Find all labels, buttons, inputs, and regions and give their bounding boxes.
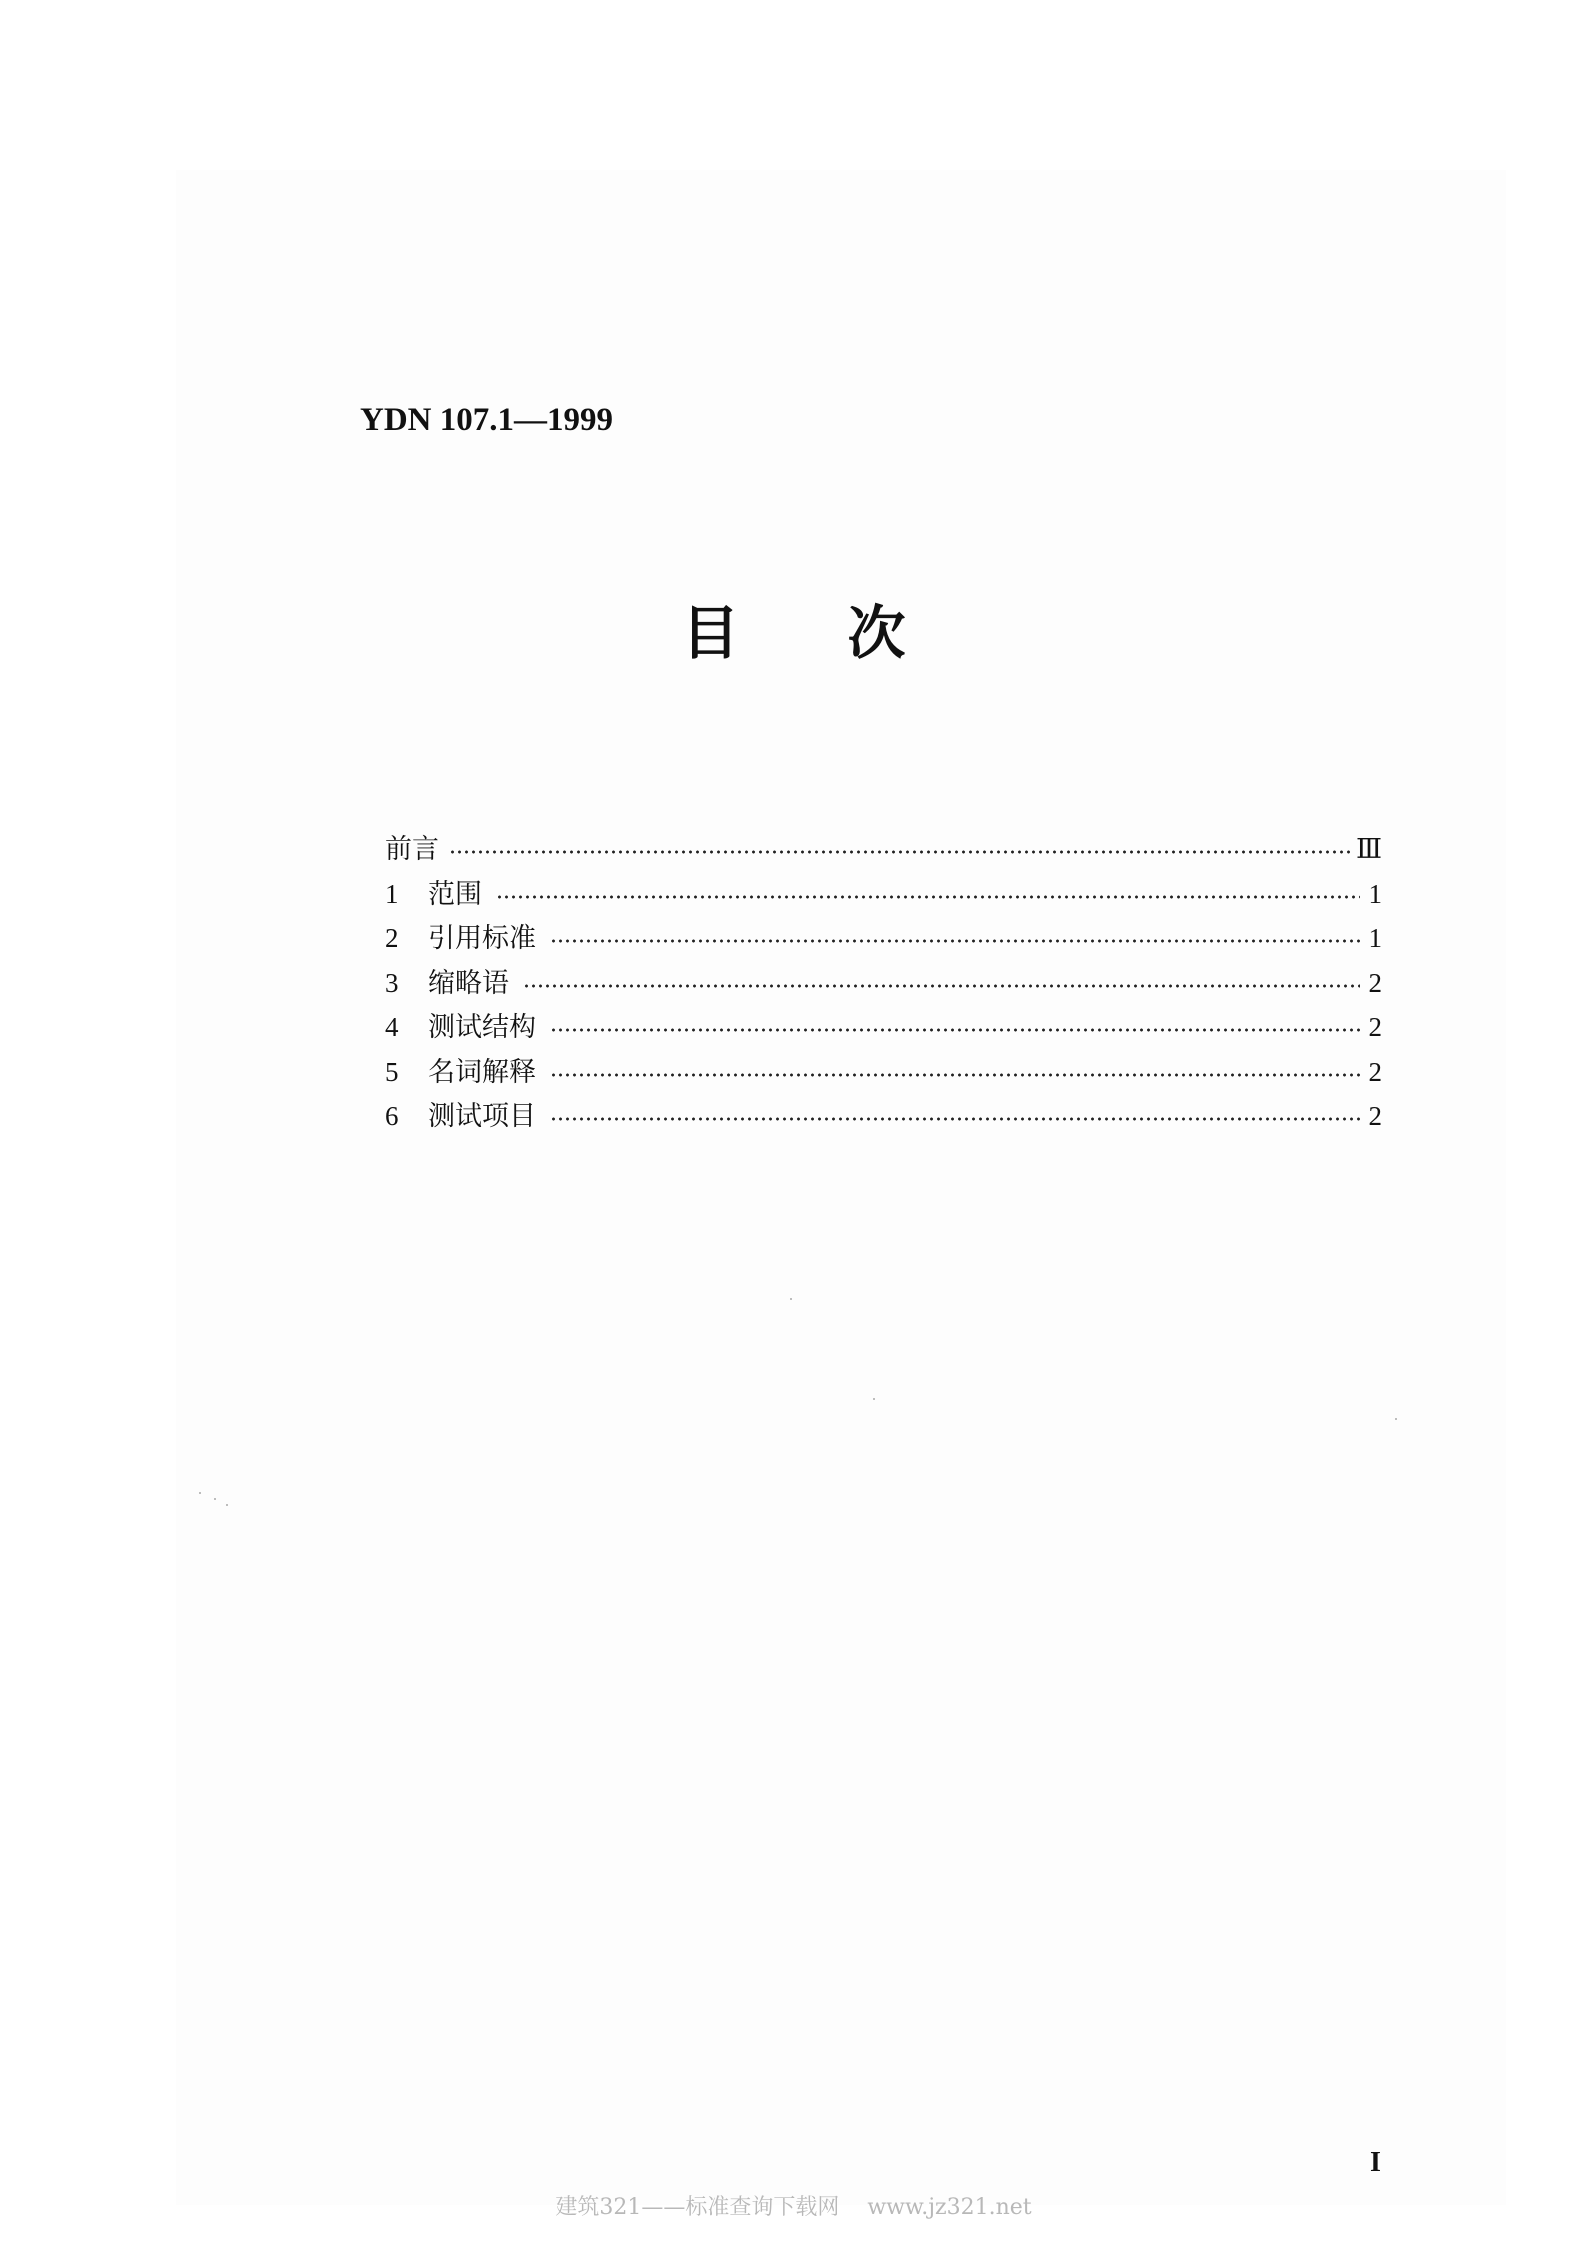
toc-entry-number: 1 bbox=[385, 878, 399, 909]
scan-speck bbox=[214, 1498, 216, 1500]
toc-entry-page: 2 bbox=[1368, 1056, 1382, 1087]
toc-entry-scope[interactable] bbox=[385, 872, 1382, 917]
page-number: I bbox=[1370, 2147, 1381, 2178]
toc-entry-number: 6 bbox=[385, 1101, 399, 1131]
toc-entry-test-structure[interactable] bbox=[385, 1005, 1382, 1050]
toc-entry-preface[interactable] bbox=[385, 827, 1382, 872]
toc-leader-dots bbox=[523, 984, 1360, 988]
toc-leader-dots bbox=[496, 895, 1360, 899]
toc-entry-label: 名词解释 bbox=[428, 1056, 536, 1088]
toc-entry-normative-references[interactable] bbox=[385, 916, 1382, 961]
document-code: YDN 107.1—1999 bbox=[360, 402, 613, 438]
scan-speck bbox=[790, 1298, 792, 1300]
page-sheet bbox=[176, 170, 1506, 2205]
toc-entry-label: 前言 bbox=[385, 834, 439, 865]
toc-entry-page: 2 bbox=[1368, 1012, 1382, 1042]
toc-leader-dots bbox=[550, 1073, 1360, 1077]
toc-entry-label: 缩略语 bbox=[428, 967, 509, 999]
toc-entry-label: 测试结构 bbox=[428, 1012, 536, 1043]
scan-speck bbox=[873, 1398, 875, 1400]
toc-entry-number: 3 bbox=[385, 967, 399, 998]
toc-entry-page: 2 bbox=[1368, 967, 1382, 998]
toc-entry-number: 4 bbox=[385, 1012, 399, 1042]
scan-speck bbox=[226, 1504, 228, 1506]
toc-title-char-1: 目 bbox=[681, 599, 740, 667]
toc-title bbox=[0, 586, 1587, 670]
toc-entry-page: 1 bbox=[1368, 878, 1382, 909]
toc-leader-dots bbox=[550, 1117, 1360, 1121]
toc-leader-dots bbox=[550, 939, 1360, 943]
toc-leader-dots bbox=[449, 850, 1352, 854]
toc-title-char-2: 次 bbox=[847, 599, 906, 667]
toc-entry-number: 5 bbox=[385, 1056, 399, 1087]
table-of-contents bbox=[385, 827, 1382, 1139]
toc-entry-test-items[interactable] bbox=[385, 1094, 1382, 1139]
site-watermark: 建筑321——标准查询下载网 www.jz321.net bbox=[555, 2195, 1032, 2220]
toc-entry-page: Ⅲ bbox=[1355, 834, 1382, 864]
toc-entry-terms[interactable] bbox=[385, 1050, 1382, 1095]
toc-entry-label: 范围 bbox=[428, 878, 482, 910]
toc-entry-abbreviations[interactable] bbox=[385, 961, 1382, 1006]
scan-speck bbox=[1395, 1418, 1397, 1420]
toc-entry-label: 引用标准 bbox=[428, 923, 536, 954]
toc-entry-page: 1 bbox=[1368, 923, 1382, 953]
toc-entry-number: 2 bbox=[385, 923, 399, 953]
toc-entry-page: 2 bbox=[1368, 1101, 1382, 1131]
toc-entry-label: 测试项目 bbox=[428, 1101, 536, 1132]
scan-speck bbox=[199, 1492, 201, 1494]
toc-leader-dots bbox=[550, 1028, 1360, 1032]
